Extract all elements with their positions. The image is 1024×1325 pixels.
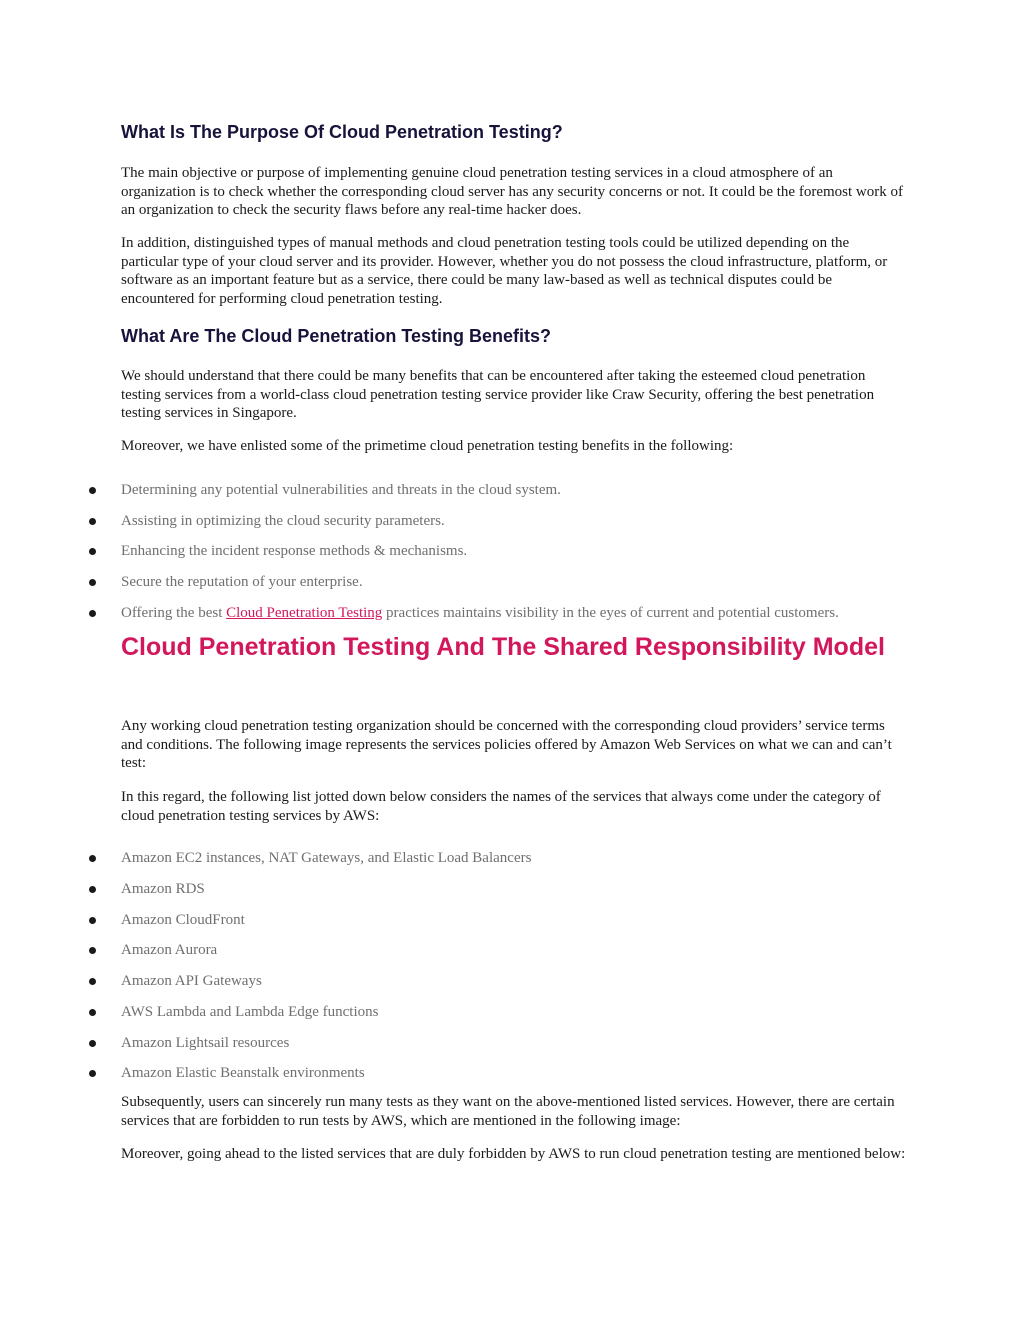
bullet-icon [89,917,96,924]
bullet-icon [89,947,96,954]
paragraph-purpose: The main objective or purpose of implementing genuine cloud penetration testing services in a cloud atmosphere of an organization is to check whether the corresponding cloud server has any security concerns or not. It could be the foremost work of an organization to check the security flaws before any real-time hacker does. [121,165,903,218]
bullet-icon [89,610,96,617]
paragraph-benefits-list-intro: Moreover, we have enlisted some of the primetime cloud penetration testing benefits in the following: [121,438,734,454]
bullet-icon [89,579,96,586]
paragraph-tools: In addition, distinguished types of manual methods and cloud penetration testing tools could be utilized depending on the particular type of your cloud server and its provider. However, whether you do not possess the cloud infrastructure, platform, or software as an important feature but as a service, there could be many law-based as well as technical disputes could be encountered for performing cloud penetration testing. [121,235,888,307]
bullet-icon [89,518,96,525]
bullet-icon [89,1070,96,1077]
list-item: Amazon Aurora [121,942,218,958]
bullet-icon [89,487,96,494]
bullet-icon [89,855,96,862]
list-item: Amazon EC2 instances, NAT Gateways, and Elastic Load Balancers [121,850,532,866]
list-item-prefix: Offering the best [121,605,227,621]
bullet-icon [89,886,96,893]
bullet-icon [89,548,96,555]
paragraph-provider-terms: Any working cloud penetration testing organization should be concerned with the corresponding cloud providers’ service terms and conditions. The following image represents the services policies offered by Amazon Web Services on what we can and can’t test: [121,718,892,771]
heading-purpose: What Is The Purpose Of Cloud Penetration Testing? [121,122,563,142]
paragraph-benefits-intro: We should understand that there could be many benefits that can be encountered after taking the esteemed cloud penetration testing services from a world-class cloud penetration testing service provider like Craw Security, offering the best penetration testing services in Singapore. [121,368,875,421]
list-item-suffix: practices maintains visibility in the eyes of current and potential customers. [382,605,839,621]
list-item: Determining any potential vulnerabilities and threats in the cloud system. [121,482,561,498]
list-item: Amazon Lightsail resources [121,1035,290,1051]
bullet-icon [89,1009,96,1016]
list-item: Amazon Elastic Beanstalk environments [121,1065,365,1081]
list-item-with-link [121,604,911,622]
paragraph-forbidden-list-intro: Moreover, going ahead to the listed services that are duly forbidden by AWS to run cloud penetration testing are mentioned below: [121,1146,906,1162]
heading-benefits: What Are The Cloud Penetration Testing Benefits? [121,326,552,346]
list-item: Enhancing the incident response methods & mechanisms. [121,543,468,559]
list-item: Secure the reputation of your enterprise. [121,574,363,590]
bullet-icon [89,1040,96,1047]
list-item: Assisting in optimizing the cloud security parameters. [121,513,445,529]
list-item: Amazon RDS [121,881,205,897]
list-item: Amazon API Gateways [121,973,262,989]
bullet-icon [89,978,96,985]
list-item: Amazon CloudFront [121,912,245,928]
paragraph-aws-list-intro: In this regard, the following list jotted down below considers the names of the services that always come under the category of cloud penetration testing services by AWS: [121,789,881,824]
paragraph-forbidden-intro: Subsequently, users can sincerely run many tests as they want on the above-mentioned listed services. However, there are certain services that are forbidden to run tests by AWS, which are mentioned in the following image: [121,1094,895,1129]
list-item: AWS Lambda and Lambda Edge functions [121,1004,379,1020]
heading-shared-responsibility: Cloud Penetration Testing And The Shared Responsibility Model [121,633,885,661]
cloud-penetration-testing-link[interactable]: Cloud Penetration Testing [226,605,383,621]
